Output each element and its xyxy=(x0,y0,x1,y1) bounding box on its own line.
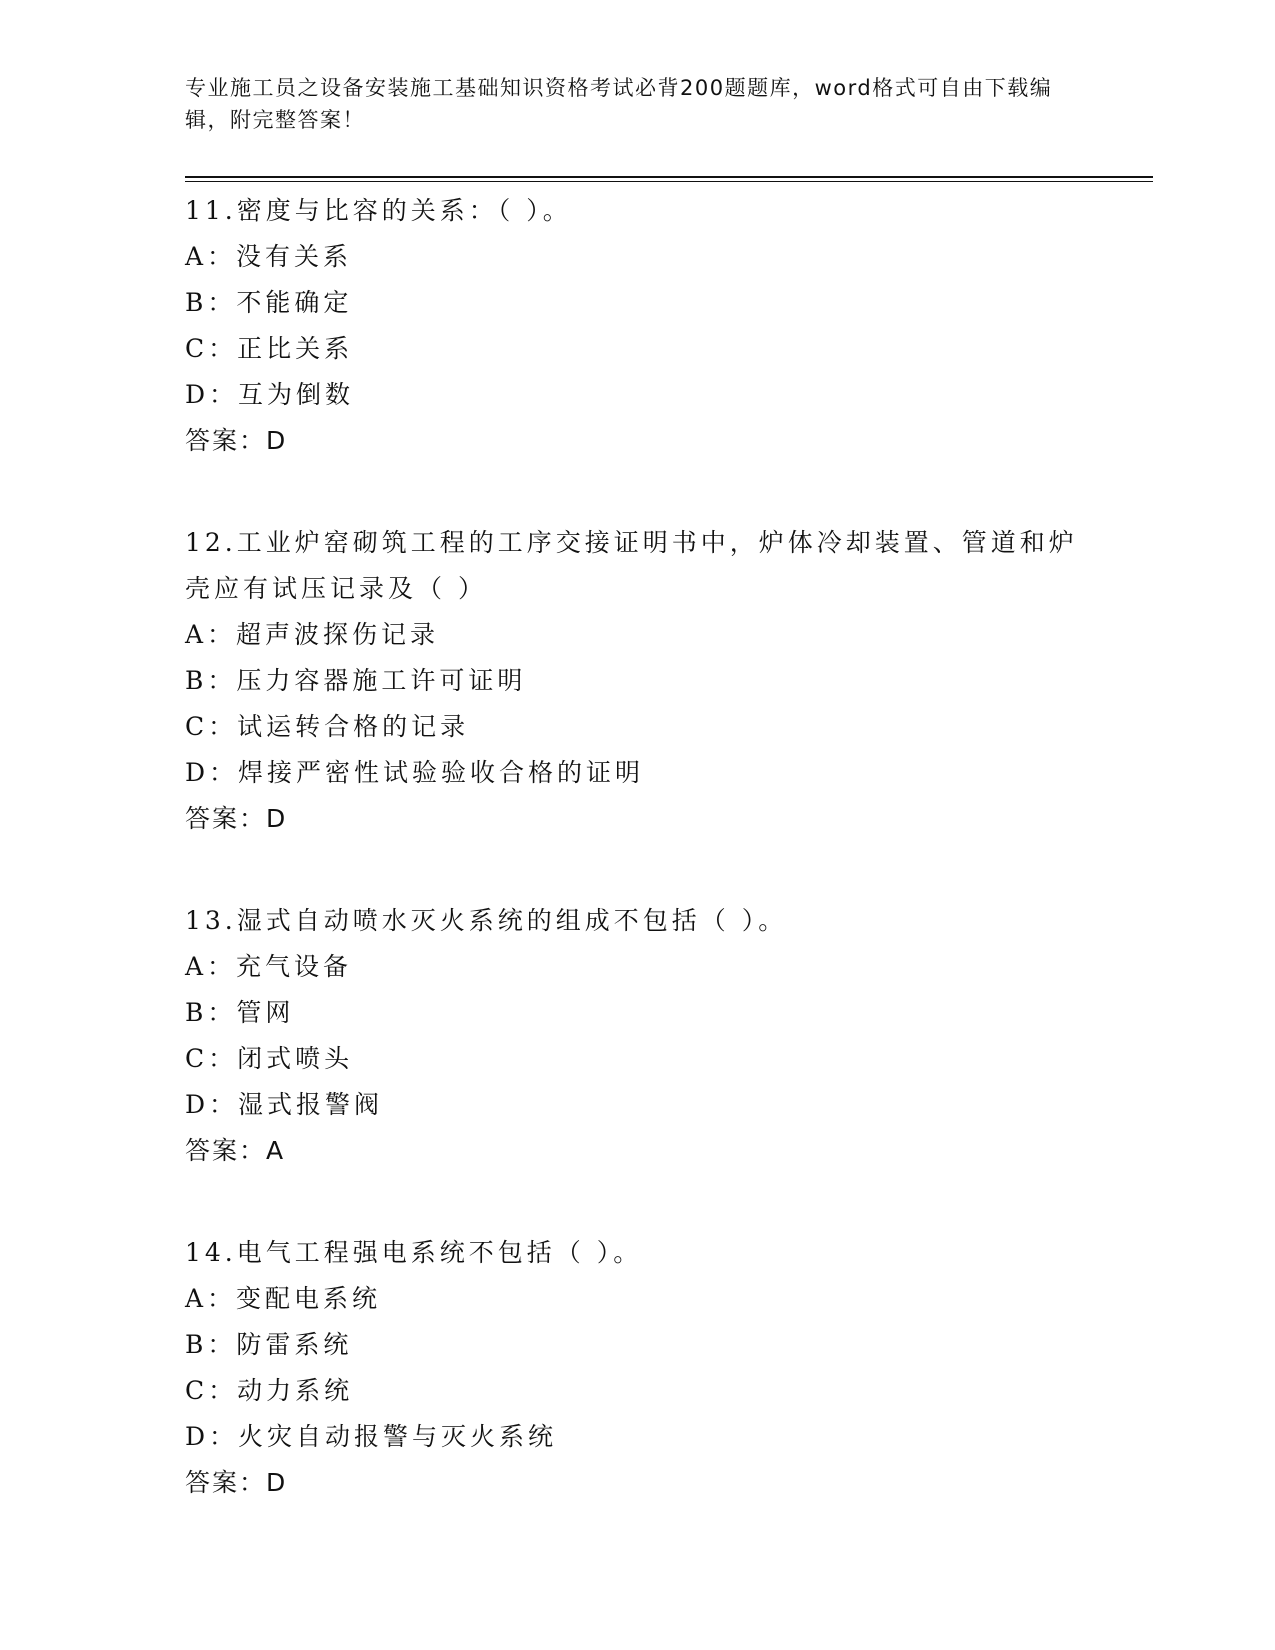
question-stem: 14.电气工程强电系统不包括（ ）。 xyxy=(185,1238,643,1267)
question-stem: 11.密度与比容的关系：（ ）。 xyxy=(185,196,572,225)
answer: 答案：D xyxy=(185,1468,288,1497)
option-b: B：管网 xyxy=(185,998,295,1027)
option-c: C：动力系统 xyxy=(185,1376,354,1405)
option-a: A：变配电系统 xyxy=(185,1284,382,1313)
question-13 xyxy=(185,898,1085,1174)
option-b: B：防雷系统 xyxy=(185,1330,353,1359)
question-11 xyxy=(185,188,1085,464)
document-header: 专业施工员之设备安装施工基础知识资格考试必背200题题库，word格式可自由下载编辑，附完整答案！ xyxy=(185,76,1053,132)
question-stem: 13.湿式自动喷水灭火系统的组成不包括（ ）。 xyxy=(185,906,788,935)
option-a: A：充气设备 xyxy=(185,952,353,981)
question-list xyxy=(185,188,1085,1562)
option-d: D：火灾自动报警与灭火系统 xyxy=(185,1422,558,1451)
question-12 xyxy=(185,520,1085,842)
option-b: B：压力容器施工许可证明 xyxy=(185,666,527,695)
option-d: D：湿式报警阀 xyxy=(185,1090,384,1119)
option-c: C：闭式喷头 xyxy=(185,1044,354,1073)
question-stem: 12.工业炉窑砌筑工程的工序交接证明书中，炉体冷却装置、管道和炉壳应有试压记录及（ ） xyxy=(185,528,1078,603)
option-c: C：试运转合格的记录 xyxy=(185,712,470,741)
header-divider xyxy=(185,176,1153,182)
question-14 xyxy=(185,1230,1085,1506)
option-a: A：超声波探伤记录 xyxy=(185,620,440,649)
answer: 答案：D xyxy=(185,804,288,833)
option-d: D：焊接严密性试验验收合格的证明 xyxy=(185,758,645,787)
option-c: C：正比关系 xyxy=(185,334,354,363)
option-d: D：互为倒数 xyxy=(185,380,355,409)
answer: 答案：D xyxy=(185,426,288,455)
answer: 答案：A xyxy=(185,1136,286,1165)
option-a: A：没有关系 xyxy=(185,242,353,271)
option-b: B：不能确定 xyxy=(185,288,353,317)
